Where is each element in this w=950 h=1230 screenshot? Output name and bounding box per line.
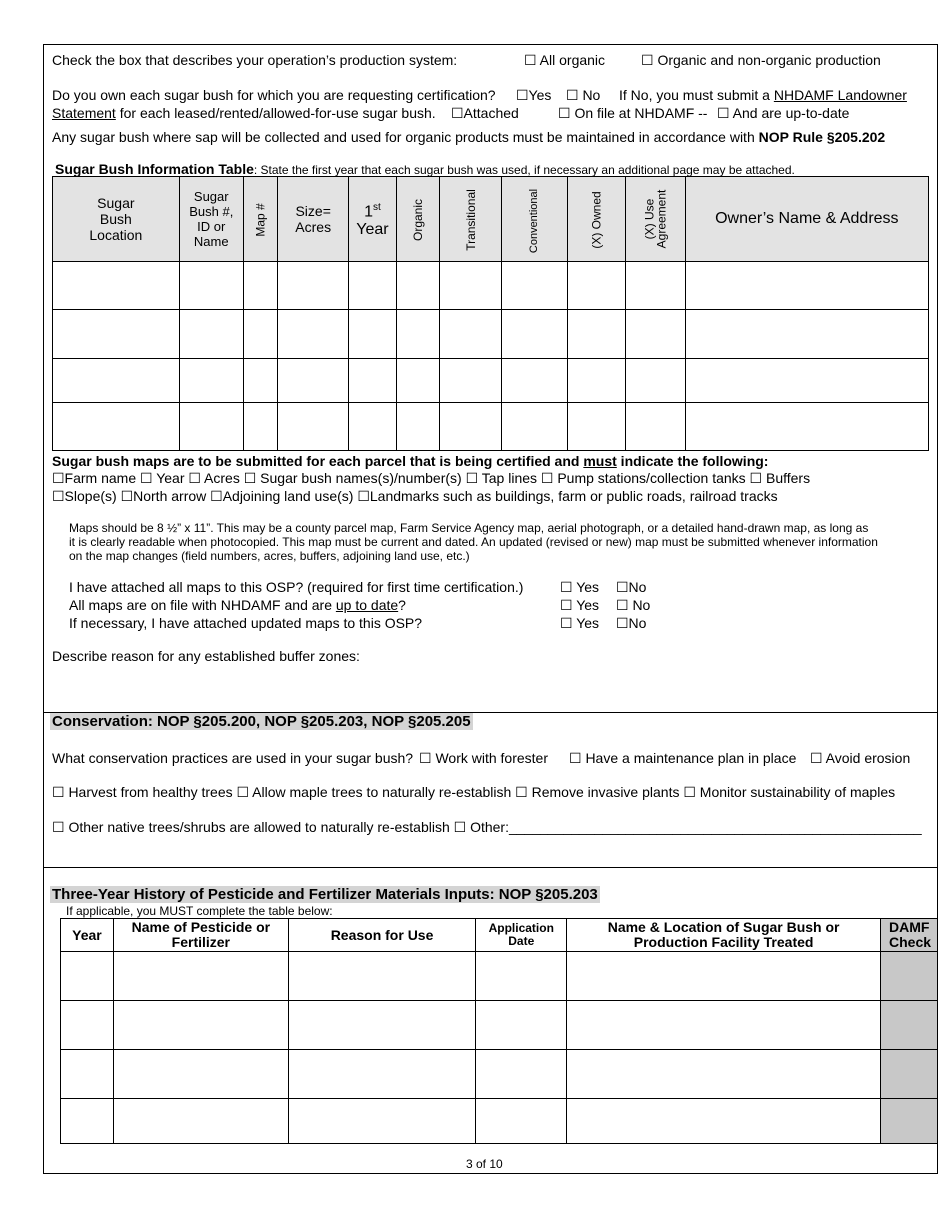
onfile-checkbox[interactable]: ☐ On file at NHDAMF --: [558, 105, 708, 121]
own-no-checkbox[interactable]: ☐ No: [566, 87, 601, 103]
table-cell[interactable]: [61, 1050, 114, 1099]
table-cell[interactable]: [278, 359, 349, 403]
table-cell[interactable]: [567, 359, 625, 403]
damf-cell: [881, 1050, 938, 1099]
table-cell[interactable]: [439, 403, 502, 451]
table-cell[interactable]: [243, 310, 277, 359]
col-year: Year: [61, 919, 114, 952]
table-cell[interactable]: [685, 310, 928, 359]
table-cell[interactable]: [396, 262, 439, 310]
organic-nonorganic-checkbox[interactable]: ☐ Organic and non-organic production: [641, 52, 881, 68]
damf-cell: [881, 952, 938, 1001]
table-cell[interactable]: [278, 310, 349, 359]
maps-attached-question: I have attached all maps to this OSP? (required for first time certification.): [69, 579, 524, 595]
table-cell[interactable]: [502, 262, 567, 310]
pesticide-note: If applicable, you MUST complete the table below:: [66, 904, 333, 918]
col-location: Sugar Bush Location: [53, 177, 180, 262]
table-cell[interactable]: [349, 403, 397, 451]
table-cell[interactable]: [567, 1050, 881, 1099]
damf-cell: [881, 1001, 938, 1050]
maps-checklist-row1[interactable]: ☐Farm name ☐ Year ☐ Acres ☐ Sugar bush names(s)/number(s) ☐ Tap lines ☐ Pump stations/collection tanks ☐ Buffers: [52, 470, 811, 486]
maps-updated-question: If necessary, I have attached updated maps to this OSP?: [69, 615, 423, 631]
table-cell[interactable]: [439, 310, 502, 359]
table-cell[interactable]: [113, 1001, 288, 1050]
maps-attached-no[interactable]: ☐No: [616, 579, 647, 595]
table-cell[interactable]: [349, 359, 397, 403]
table-cell[interactable]: [278, 403, 349, 451]
divider: [43, 867, 938, 868]
table-cell[interactable]: [53, 359, 180, 403]
table-cell[interactable]: [288, 1099, 476, 1144]
col-owned: (X) Owned: [567, 177, 625, 262]
table-cell[interactable]: [567, 952, 881, 1001]
table-cell[interactable]: [476, 952, 567, 1001]
ifno-text: If No, you must submit a: [619, 87, 770, 103]
col-transitional: Transitional: [439, 177, 502, 262]
page-number: 3 of 10: [466, 1157, 503, 1171]
rule-line: [52, 129, 885, 145]
table-cell[interactable]: [349, 262, 397, 310]
table-cell[interactable]: [113, 952, 288, 1001]
maps-updated-no[interactable]: ☐No: [616, 615, 647, 631]
table-cell[interactable]: [396, 310, 439, 359]
damf-cell: [881, 1099, 938, 1144]
sugar-table-subtitle: : State the first year that each sugar bush was used, if necessary an additional page may be attached.: [253, 163, 795, 177]
production-question: Check the box that describes your operation’s production system:: [52, 52, 458, 68]
statement-link[interactable]: Statement: [52, 105, 116, 121]
table-cell[interactable]: [179, 262, 243, 310]
maps-checklist-row2[interactable]: ☐Slope(s) ☐North arrow ☐Adjoining land use(s) ☐Landmarks such as buildings, farm or public roads, railroad tracks: [52, 488, 778, 504]
table-cell[interactable]: [113, 1050, 288, 1099]
col-first-year: 1st Year: [349, 177, 397, 262]
own-yes-checkbox[interactable]: ☐Yes: [516, 87, 552, 103]
col-organic: Organic: [396, 177, 439, 262]
table-row: [53, 359, 929, 403]
table-cell[interactable]: [625, 359, 685, 403]
table-cell[interactable]: [278, 262, 349, 310]
table-cell[interactable]: [502, 403, 567, 451]
pesticide-title: Three-Year History of Pesticide and Fertilizer Materials Inputs: NOP §205.203: [52, 886, 598, 903]
table-row: [61, 1099, 938, 1144]
table-cell[interactable]: [439, 262, 502, 310]
table-cell[interactable]: [567, 1099, 881, 1144]
maps-onfile-question: All maps are on file with NHDAMF and are up to date?: [69, 597, 406, 613]
table-cell[interactable]: [61, 1099, 114, 1144]
conservation-question: What conservation practices are used in your sugar bush?: [52, 750, 414, 766]
table-cell[interactable]: [61, 1001, 114, 1050]
maps-heading: Sugar bush maps are to be submitted for each parcel that is being certified and must indicate the following:: [52, 453, 769, 469]
buffer-zones-label: Describe reason for any established buffer zones:: [52, 648, 360, 664]
table-row: [61, 952, 938, 1001]
col-id: Sugar Bush #, ID or Name: [179, 177, 243, 262]
landowner-instruction: [619, 87, 907, 103]
col-application-date: Application Date: [476, 919, 567, 952]
rule-text: Any sugar bush where sap will be collected and used for organic products must be maintained in accordance with: [52, 129, 759, 145]
forester-checkbox[interactable]: ☐ Work with forester: [419, 750, 548, 766]
table-cell[interactable]: [476, 1099, 567, 1144]
table-cell[interactable]: [288, 1001, 476, 1050]
attached-checkbox[interactable]: ☐Attached: [451, 105, 519, 121]
sugar-table-title: Sugar Bush Information Table: [55, 161, 254, 177]
maps-attached-yes[interactable]: ☐ Yes: [560, 579, 600, 595]
table-cell[interactable]: [53, 262, 180, 310]
table-row: [53, 403, 929, 451]
table-cell[interactable]: [349, 310, 397, 359]
table-cell[interactable]: [685, 359, 928, 403]
col-reason: Reason for Use: [288, 919, 476, 952]
table-cell[interactable]: [567, 262, 625, 310]
maintenance-plan-checkbox[interactable]: ☐ Have a maintenance plan in place: [569, 750, 797, 766]
table-cell[interactable]: [113, 1099, 288, 1144]
conservation-options-row3[interactable]: ☐ Other native trees/shrubs are allowed to naturally re-establish ☐ Other:_____________________________________________________: [52, 819, 922, 835]
table-cell[interactable]: [243, 262, 277, 310]
maps-onfile-yes[interactable]: ☐ Yes: [560, 597, 600, 613]
col-owner: Owner’s Name & Address: [685, 177, 928, 262]
table-cell[interactable]: [396, 403, 439, 451]
maps-updated-yes[interactable]: ☐ Yes: [560, 615, 600, 631]
table-cell[interactable]: [567, 1001, 881, 1050]
pesticide-table: [60, 918, 938, 1144]
col-treated-location: Name & Location of Sugar Bush or Production Facility Treated: [567, 919, 881, 952]
table-cell[interactable]: [288, 952, 476, 1001]
landowner-statement-link[interactable]: NHDAMF Landowner: [773, 87, 907, 103]
table-cell[interactable]: [396, 359, 439, 403]
maps-onfile-no[interactable]: ☐ No: [616, 597, 651, 613]
rule-ref: NOP Rule §205.202: [758, 129, 886, 145]
table-cell[interactable]: [288, 1050, 476, 1099]
col-conventional: Conventional: [502, 177, 567, 262]
table-cell[interactable]: [53, 403, 180, 451]
table-cell[interactable]: [243, 403, 277, 451]
table-row: [53, 262, 929, 310]
avoid-erosion-checkbox[interactable]: ☐ Avoid erosion: [810, 750, 911, 766]
table-row: [61, 1050, 938, 1099]
table-cell[interactable]: [567, 403, 625, 451]
table-cell[interactable]: [179, 310, 243, 359]
col-pesticide-name: Name of Pesticide or Fertilizer: [113, 919, 288, 952]
uptodate-checkbox[interactable]: ☐ And are up-to-date: [717, 105, 850, 121]
ownership-question: Do you own each sugar bush for which you are requesting certification?: [52, 87, 496, 103]
table-cell[interactable]: [439, 359, 502, 403]
table-cell[interactable]: [685, 403, 928, 451]
maps-note: Maps should be 8 ½” x 11”. This may be a county parcel map, Farm Service Agency map, aerial photograph, or a detailed hand-drawn map, as long as it is clearly readable when photocopied. This map must be current and dated. An updated (revised or new) map must be submitted whenever information on the map changes (field numbers, acres, buffers, adjoining land use, etc.): [69, 521, 878, 563]
col-map: Map #: [243, 177, 277, 262]
conservation-title: Conservation: NOP §205.200, NOP §205.203, NOP §205.205: [52, 713, 471, 730]
table-row: [61, 1001, 938, 1050]
sugar-bush-table: [52, 176, 929, 451]
table-cell[interactable]: [53, 310, 180, 359]
col-damf-check: DAMF Check: [881, 919, 938, 952]
table-cell[interactable]: [625, 262, 685, 310]
conservation-options-row2[interactable]: ☐ Harvest from healthy trees ☐ Allow maple trees to naturally re-establish ☐ Remove invasive plants ☐ Monitor sustainability of maples: [52, 784, 896, 800]
table-row: [53, 310, 929, 359]
statement-rest: for each leased/rented/allowed-for-use sugar bush.: [115, 105, 436, 121]
col-size: Size= Acres: [278, 177, 349, 262]
table-cell[interactable]: [61, 952, 114, 1001]
table-cell[interactable]: [502, 359, 567, 403]
table-cell[interactable]: [476, 1050, 567, 1099]
statement-line: [52, 105, 436, 121]
table-cell[interactable]: [625, 403, 685, 451]
table-cell[interactable]: [476, 1001, 567, 1050]
col-use-agreement: (X) Use Agreement: [625, 177, 685, 262]
table-cell[interactable]: [685, 262, 928, 310]
table-cell[interactable]: [179, 403, 243, 451]
table-cell[interactable]: [502, 310, 567, 359]
table-cell[interactable]: [625, 310, 685, 359]
all-organic-checkbox[interactable]: ☐ All organic: [524, 52, 606, 68]
table-cell[interactable]: [243, 359, 277, 403]
table-cell[interactable]: [179, 359, 243, 403]
table-cell[interactable]: [567, 310, 625, 359]
sugar-table-caption: [55, 161, 795, 177]
